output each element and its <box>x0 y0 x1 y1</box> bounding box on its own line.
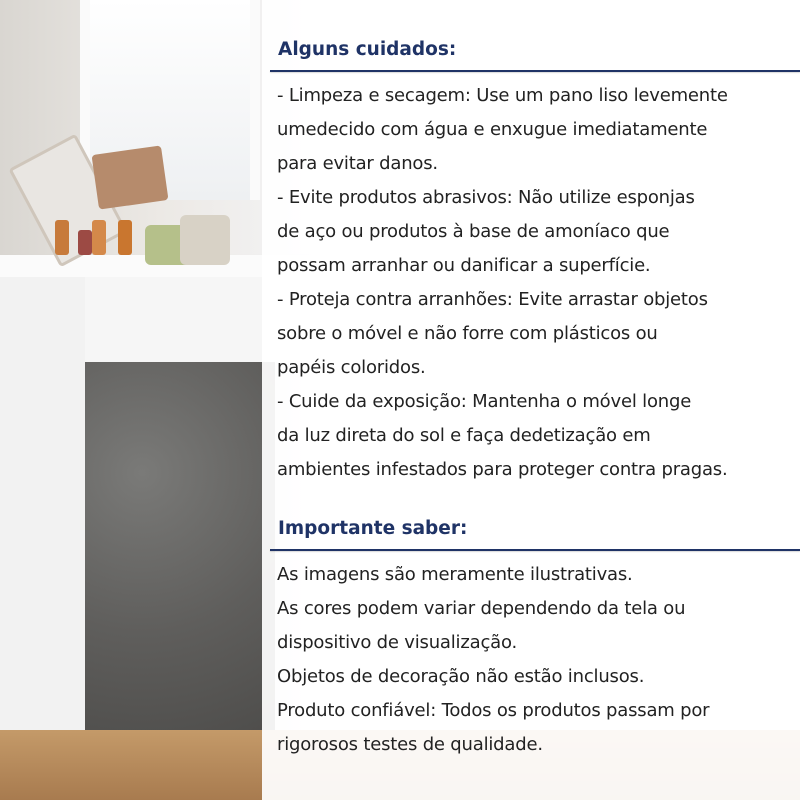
notice-text-line: rigorosos testes de qualidade. <box>277 734 543 755</box>
care-text <box>277 79 800 487</box>
notice-text-line: Produto confiável: Todos os produtos passam por <box>277 700 710 721</box>
care-text-line: - Cuide da exposição: Mantenha o móvel longe <box>277 391 692 412</box>
care-text-line: umedecido com água e enxugue imediatamente <box>277 119 708 140</box>
cosmetic-bottle <box>118 220 132 255</box>
concrete-panel <box>85 362 275 732</box>
care-text-line: - Evite produtos abrasivos: Não utilize esponjas <box>277 187 695 208</box>
notice-divider <box>270 549 800 551</box>
notice-text <box>277 558 800 762</box>
care-text-line: para evitar danos. <box>277 153 438 174</box>
notice-text-line: Objetos de decoração não estão inclusos. <box>277 666 645 687</box>
care-section <box>277 38 800 487</box>
notice-text-line: dispositivo de visualização. <box>277 632 517 653</box>
notice-text-line: As imagens são meramente ilustrativas. <box>277 564 633 585</box>
notice-title: Importante saber: <box>278 518 468 539</box>
care-divider <box>270 70 800 72</box>
care-text-line: - Proteja contra arranhões: Evite arrastar objetos <box>277 289 708 310</box>
cosmetic-bottle <box>55 220 69 255</box>
cosmetic-bottle <box>92 220 106 255</box>
notice-text-line: As cores podem variar dependendo da tela ou <box>277 598 686 619</box>
care-title: Alguns cuidados: <box>278 39 457 60</box>
care-text-line: - Limpeza e secagem: Use um pano liso levemente <box>277 85 728 106</box>
desk-side <box>0 277 85 800</box>
notice-section <box>277 517 800 762</box>
care-text-line: possam arranhar ou danificar a superfície. <box>277 255 651 276</box>
care-text-line: sobre o móvel e não forre com plásticos ou <box>277 323 658 344</box>
perfume-bottle <box>180 215 230 265</box>
care-text-line: de aço ou produtos à base de amoníaco que <box>277 221 670 242</box>
care-text-line: ambientes infestados para proteger contra pragas. <box>277 459 728 480</box>
cosmetic-bottle <box>78 230 92 255</box>
care-text-line: da luz direta do sol e faça dedetização em <box>277 425 651 446</box>
care-text-line: papéis coloridos. <box>277 357 426 378</box>
jewelry-box <box>92 145 169 209</box>
